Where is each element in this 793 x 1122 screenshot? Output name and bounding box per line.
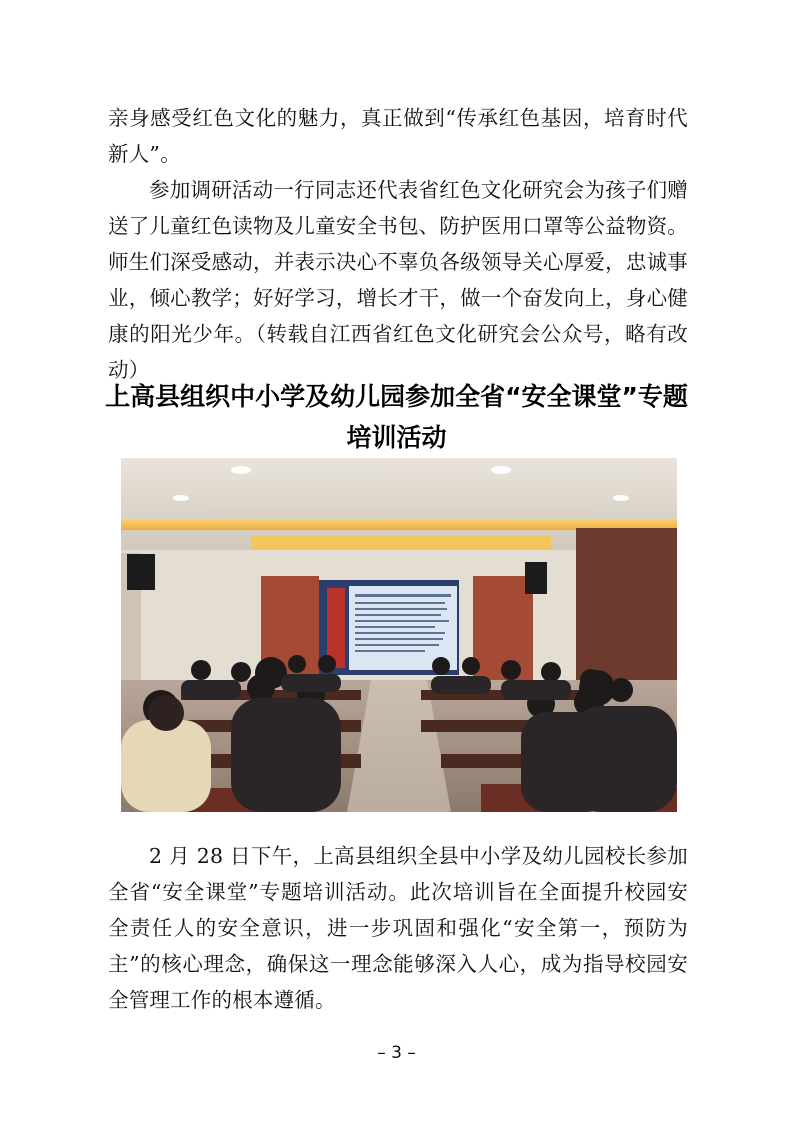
article-title xyxy=(90,376,703,458)
training-photo xyxy=(121,458,677,812)
article-body: 2 月 28 日下午，上高县组织全县中小学及幼儿园校长参加全省“安全课堂”专题培训活动。此次培训旨在全面提升校园安全责任人的安全意识，进一步巩固和强化“安全第一，预防为主”的核心理念，确保这一理念能够深入人心，成为指导校园安全管理工作的根本遵循。 xyxy=(108,844,688,1012)
article-title-line1: 上高县组织中小学及幼儿园参加全省“安全课堂”专题 xyxy=(105,382,688,411)
training-photo-illustration xyxy=(121,458,677,812)
article-title-line2: 培训活动 xyxy=(346,423,447,452)
paragraph-continued: 亲身感受红色文化的魅力，真正做到“传承红色基因，培育时代新人”。 xyxy=(108,106,688,166)
page-number: – 3 – xyxy=(377,1043,416,1063)
paragraph-donation: 参加调研活动一行同志还代表省红色文化研究会为孩子们赠送了儿童红色读物及儿童安全书包、防护医用口罩等公益物资。师生们深受感动，并表示决心不辜负各级领导关心厚爱，忠诚事业，倾心教学；好好学习，增长才干，做一个奋发向上，身心健康的阳光少年。（转载自江西省红色文化研究会公众号，略有改动） xyxy=(108,178,688,382)
